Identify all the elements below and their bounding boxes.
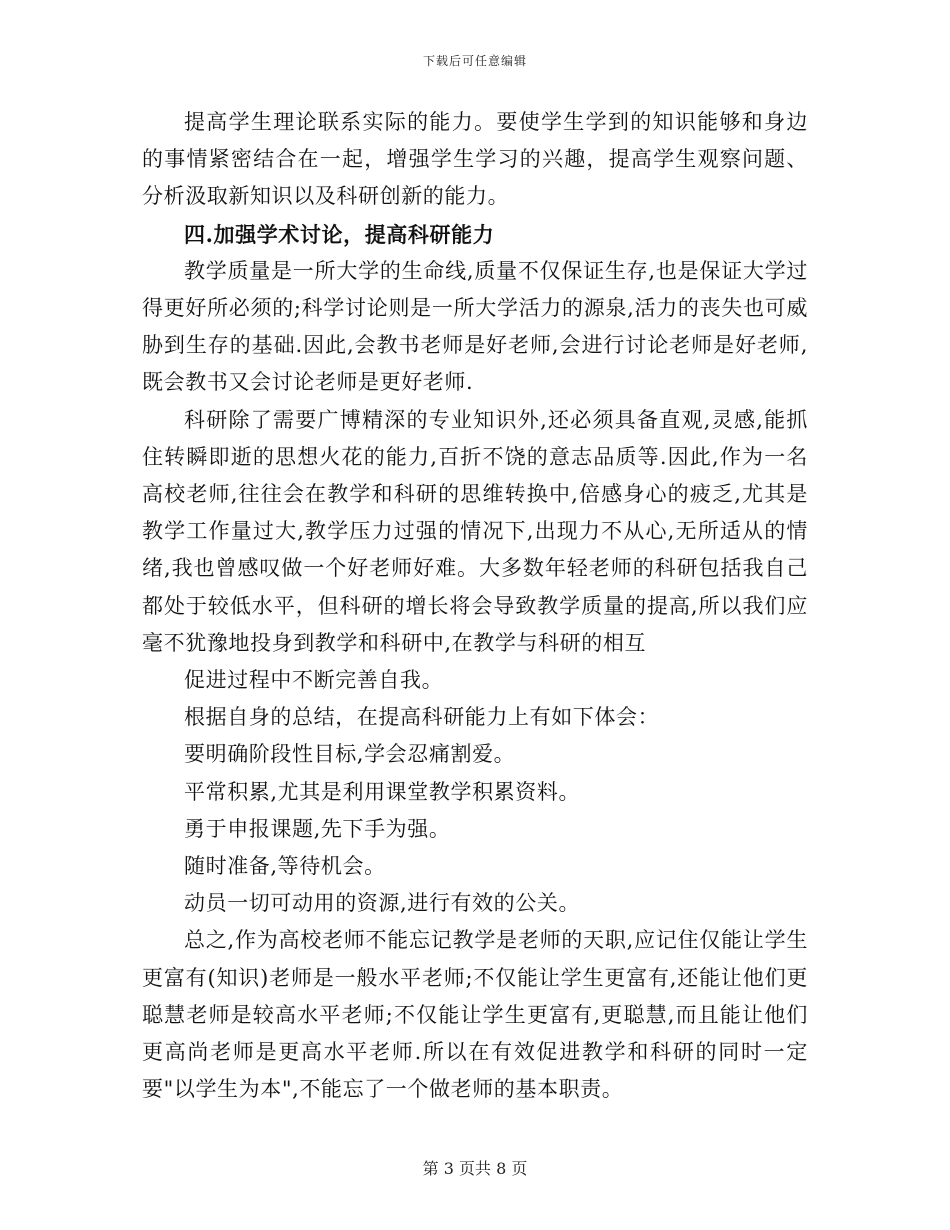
paragraph: 总之,作为高校老师不能忘记教学是老师的天职,应记住仅能让学生更富有(知识)老师是一般水平老师;不仅能让学生更富有,还能让他们更聪慧老师是较高水平老师;不仅能让学生更富有,更聪慧,而且能让他们更高尚老师是更高水平老师.所以在有效促进教学和科研的同时一定要"以学生为本",不能忘了一个做老师的基本职责。 <box>142 928 808 1102</box>
list-item: 动员一切可动用的资源,进行有效的公关。 <box>184 891 581 916</box>
page-footer: 第 3 页共 8 页 <box>422 1159 528 1178</box>
paragraph: 科研除了需要广博精深的专业知识外,还必须具备直观,灵感,能抓住转瞬即逝的思想火花的能力,百折不饶的意志品质等.因此,作为一名高校老师,往往会在教学和科研的思维转换中,倍感身心的疲乏,尤其是教学工作量过大,教学压力过强的情况下,出现力不从心,无所适从的情绪,我也曾感叹做一个好老师好难。大多数年轻老师的科研包括我自己都处于较低水平，但科研的增长将会导致教学质量的提高,所以我们应毫不犹豫地投身到教学和科研中,在教学与科研的相互 <box>142 407 808 655</box>
list-item: 平常积累,尤其是利用课堂教学积累资料。 <box>184 779 581 804</box>
document-body <box>142 104 808 1108</box>
page-header: 下载后可任意编辑 <box>422 54 527 68</box>
list-item: 随时准备,等待机会。 <box>184 854 386 879</box>
paragraph: 教学质量是一所大学的生命线,质量不仅保证生存,也是保证大学过得更好所必须的;科学讨论则是一所大学活力的源泉,活力的丧失也可威胁到生存的基础.因此,会教书老师是好老师,会进行讨论老师是好老师,既会教书又会讨论老师是更好老师. <box>142 258 808 395</box>
list-item: 要明确阶段性目标,学会忍痛割爱。 <box>184 742 516 767</box>
list-item: 勇于申报课题,先下手为强。 <box>184 816 451 841</box>
section-heading: 四.加强学术讨论，提高科研能力 <box>184 221 495 247</box>
paragraph: 促进过程中不断完善自我。 <box>184 668 444 693</box>
paragraph-continuation: 提高学生理论联系实际的能力。要使学生学到的知识能够和身边的事情紧密结合在一起，增强学生学习的兴趣，提高学生观察问题、分析汲取新知识以及科研创新的能力。 <box>142 110 808 209</box>
paragraph: 根据自身的总结，在提高科研能力上有如下体会： <box>184 705 660 730</box>
